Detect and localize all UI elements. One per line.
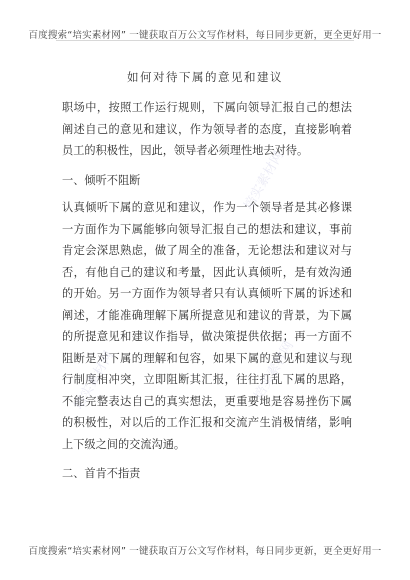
section-heading-1: 一、倾听不阻断 <box>62 173 141 187</box>
watermark-text: 培实素材网 <box>241 148 287 213</box>
section-paragraph-1: 认真倾听下属的意见和建议，作为一个领导者是其必修课一方面作为下属能够向领导汇报自己的想法和建议，事前肯定会深思熟虑，做了周全的准备，无论想法和建议对与否，有他自己的建议和考量，因此认真倾听，是有效沟通的开始。另一方面作为领导者只有认真倾听下属的诉述和阐述，才能准确理解下属所提意见和建议的背景，为下属的所提意见和建议作指导，做决策提供依据；再一方面不阻断是对下属的理解和包容，如果下属的意见和建议与现行制度相冲突，立即阻断其汇报，往往打乱下属的思路，不能完整表达自己的真实想法，更重要地是容易挫伤下属的积极性，对以后的工作汇报和交流产生消极情绪，影响上下级之间的交流沟通。 <box>62 201 352 451</box>
watermark-text: 培实素材网 <box>251 338 297 403</box>
header-divider <box>56 40 354 41</box>
document-title: 如何对待下属的意见和建议 <box>127 70 283 84</box>
document-body <box>62 97 352 485</box>
intro-paragraph: 职场中，按照工作运行规则，下属向领导汇报自己的想法阐述自己的意见和建议，作为领导者的态度，直接影响着员工的积极性，因此，领导者必须理性地去对待。 <box>62 101 352 157</box>
section-heading-2: 二、首肯不指责 <box>62 467 141 480</box>
watermark-text: 培实素材网 <box>71 348 117 413</box>
footer-banner: 百度搜索“培实素材网” 一键获取百万公文写作材料，每日同步更新，更全更好用一 <box>28 546 382 557</box>
header-banner: 百度搜索“培实素材网” 一键获取百万公文写作材料，每日同步更新，更全更好用一 <box>28 30 382 41</box>
